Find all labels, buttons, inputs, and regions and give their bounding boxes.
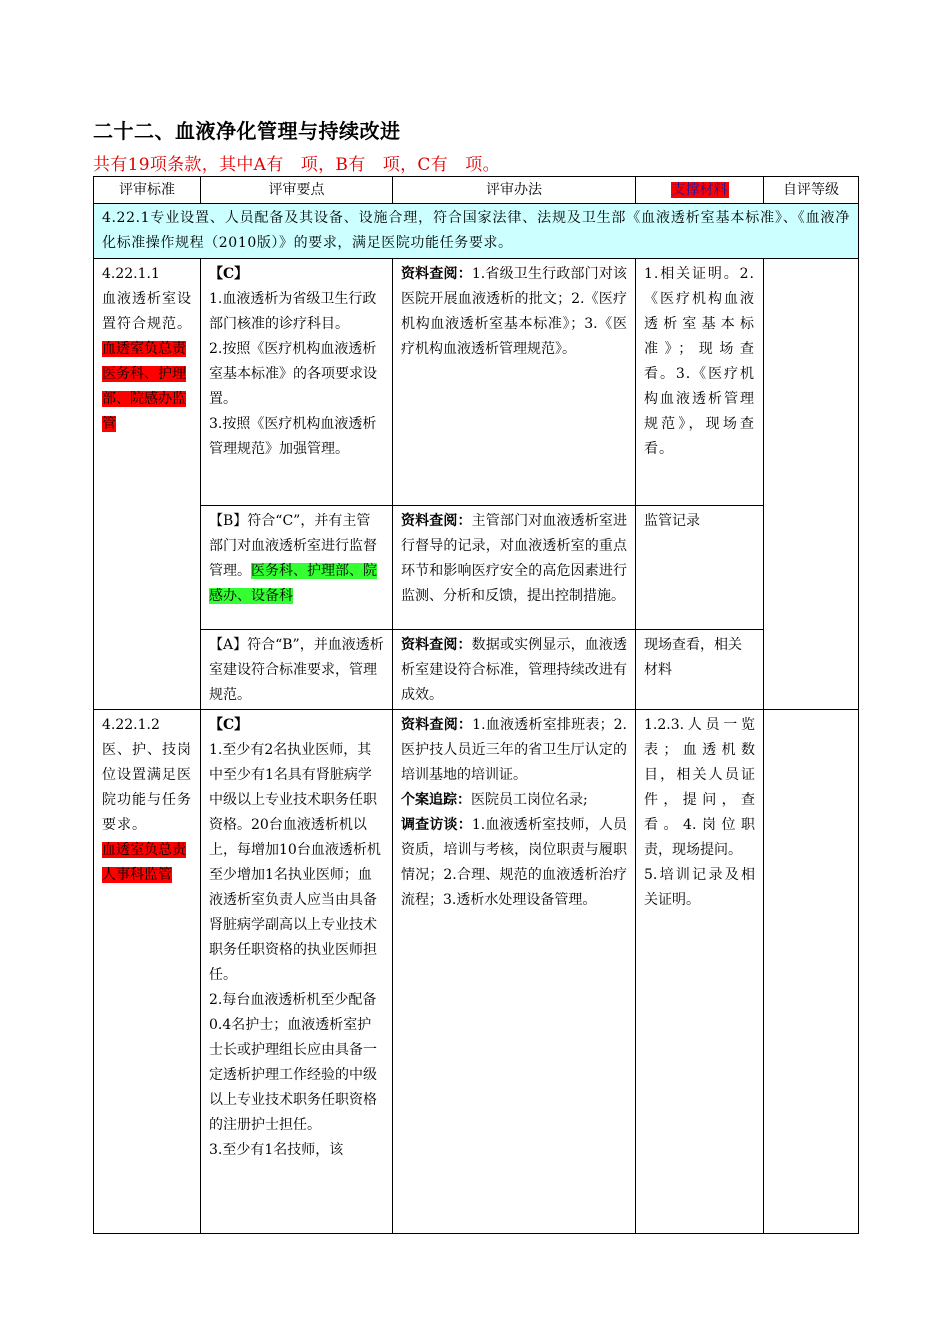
table-header-row [94,177,859,204]
c-level-support: 1.相关证明。2.《医疗机构血液透析室基本标准》；现场查看。3.《医疗机构血液透析管理规范》，现场查看。 [636,259,764,506]
table-row [94,506,859,630]
table-row [94,259,859,506]
header-points: 评审要点 [201,177,393,204]
method-label: 个案追踪： [401,792,471,808]
responsibility-supervision: 医务科、护理部、院感办监管 [102,366,186,432]
method-label: 资料查阅： [401,637,472,653]
self-grade-cell [764,259,859,710]
method-text: 主管部门对血液透析室进行督导的记录，对血液透析室的重点环节和影响医疗安全的高危因素进行监测、分析和反馈，提出控制措施。 [401,513,628,604]
c-level-points [201,710,393,1234]
responsibility-block-2 [102,863,192,888]
header-support-label: 支撑材料 [671,181,728,198]
responsibility-primary: 血透室负总责 [102,842,186,858]
standard-code: 4.22.1.1 [102,266,160,282]
header-grade: 自评等级 [764,177,859,204]
self-grade-cell [764,710,859,1234]
level-c-text: 1.至少有2名执业医师，其中至少有1名具有肾脏病学中级以上专业技术职务任职资格。20台血液透析机以上，每增加10台血液透析机至少增加1名执业医师；血液透析室负责人应当由具备肾脏病学副高以上专业技术职务任职资格的执业医师担任。 2.每台血液透析机至少配备0.4名护士；血液透析室护士长或护理组长应由具备一定透析护理工作经验的中级以上专业技术职务任职资格的注册护士担任。 3.至少有1名技师，该 [209,742,381,1158]
method-label: 资料查阅： [401,717,473,733]
level-c-label: 【C】 [209,266,249,282]
a-level-points: 【A】符合“B”，并血液透析室建设符合标准要求，管理规范。 [201,630,393,710]
page-title: 二十二、血液净化管理与持续改进 [93,119,401,143]
standard-code: 4.22.1.2 [102,717,160,733]
method-block-2 [401,788,627,813]
method-text: 1.血液透析室技师，人员资质，培训与考核，岗位职责与履职情况；2.合理、规范的血液透析治疗流程；3.透析水处理设备管理。 [401,817,628,908]
responsibility-primary: 血透室负总责 [102,341,186,357]
a-level-method [393,630,636,710]
table-row [94,630,859,710]
table-row [94,710,859,1234]
c-level-method [393,710,636,1234]
method-text: 1.省级卫生行政部门对该医院开展血液透析的批文；2.《医疗机构血液透析室基本标准》；3.《医疗机构血液透析管理规范》。 [401,266,628,357]
method-text: 1.血液透析室排班表；2.医护技人员近三年的省卫生厅认定的培训基地的培训证。 [401,717,627,783]
c-level-support: 1.2.3.人员一览表；血透机数目，相关人员证件，提问，查看。4.岗位职责，现场提问。 5.培训记录及相关证明。 [636,710,764,1234]
standard-cell [94,710,201,1234]
method-label: 资料查阅： [401,266,472,282]
clause-text: 4.22.1专业设置、人员配备及其设备、设施合理，符合国家法律、法规及卫生部《血液透析室基本标准》、《血液净化标准操作规程（2010版）》的要求，满足医院功能任务要求。 [94,204,859,259]
level-c-label: 【C】 [209,717,249,733]
clause-row [94,204,859,259]
clause-count-summary: 共有19项条款，其中A有 项，B有 项，C有 项。 [93,155,500,175]
responsibility-block [102,838,192,863]
review-table [93,176,859,1234]
c-level-points [201,259,393,506]
b-level-method [393,506,636,630]
method-label: 资料查阅： [401,513,472,529]
header-standard: 评审标准 [94,177,201,204]
method-label: 调查访谈： [401,817,472,833]
level-c-text: 1.血液透析为省级卫生行政部门核准的诊疗科目。 2.按照《医疗机构血液透析室基本标准》的各项要求设置。 3.按照《医疗机构血液透析管理规范》加强管理。 [209,291,377,457]
method-text: 数据或实例显示，血液透析室建设符合标准，管理持续改进有成效。 [401,637,628,703]
method-block-1 [401,713,627,788]
method-block-3 [401,813,627,913]
b-level-points [201,506,393,630]
standard-desc: 血液透析室设置符合规范。 [102,291,192,332]
c-level-method [393,259,636,506]
method-text: 医院员工岗位名录; [471,792,588,808]
responsibility-block [102,337,192,362]
responsibility-block-2 [102,362,192,437]
standard-desc: 医、护、技岗位设置满足医院功能与任务要求。 [102,742,192,833]
header-method: 评审办法 [393,177,636,204]
a-level-support: 现场查看，相关材料 [636,630,764,710]
standard-cell [94,259,201,710]
b-level-support: 监管记录 [636,506,764,630]
header-support [636,177,764,204]
responsibility-supervision: 人事科监管 [102,867,172,883]
level-b-departments: 医务科、护理部、院感办、设备科 [209,563,377,604]
level-b-text: 【B】符合“C”，并有主管部门对血液透析室进行监督管理。 [209,513,377,579]
